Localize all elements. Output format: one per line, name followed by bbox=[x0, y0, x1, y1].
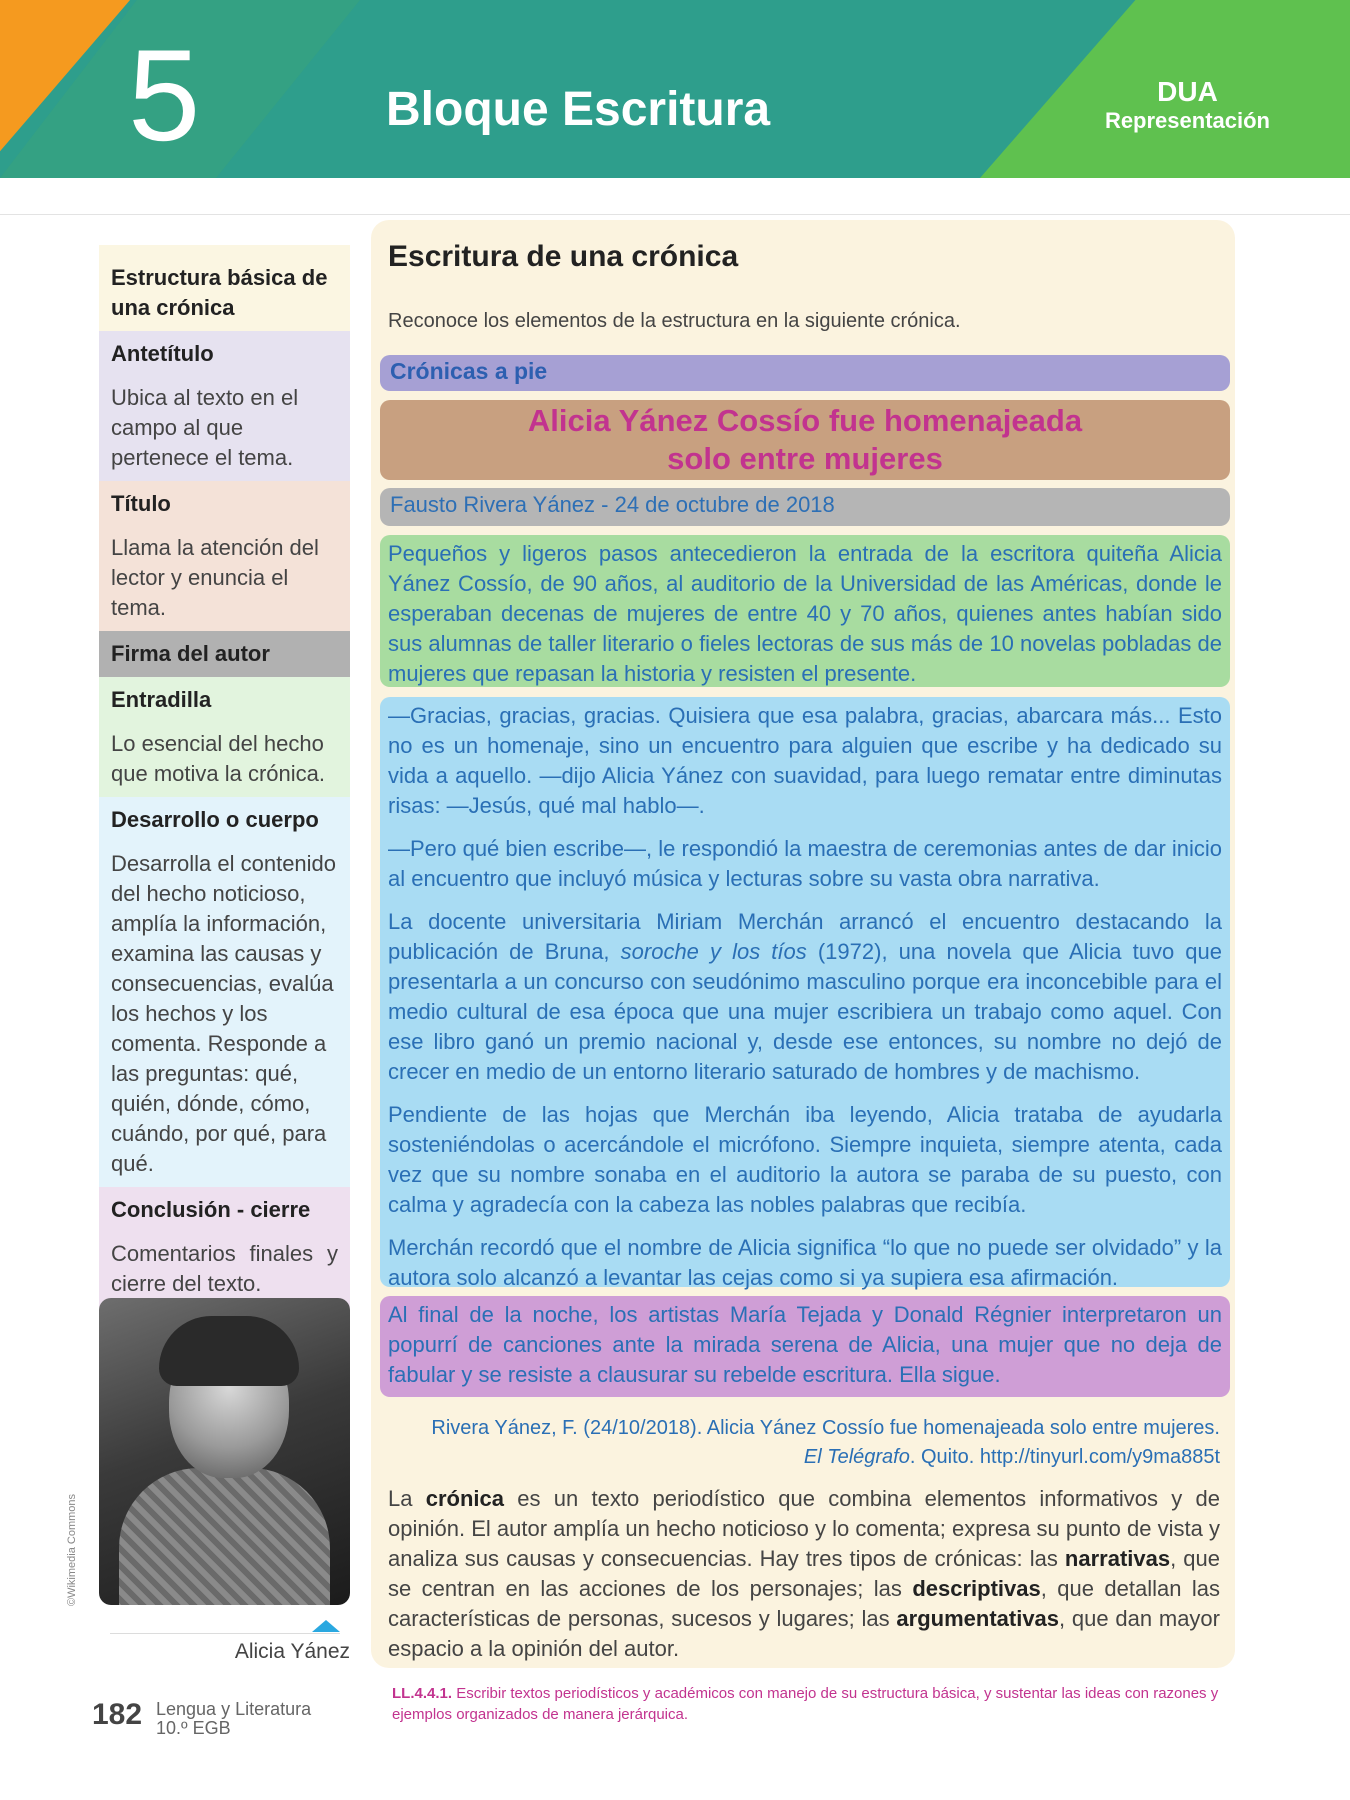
instruction-text: Reconoce los elementos de la estructura en la siguiente crónica. bbox=[388, 310, 961, 332]
byline-box: Fausto Rivera Yánez - 24 de octubre de 2018 bbox=[380, 488, 1230, 526]
sidebar-desc-desarrollo: Desarrolla el contenido del hecho noticioso, amplía la información, examina las causas y consecuencias, evalúa los hechos y los comenta. Responde a las preguntas: qué, quién, dónde, cómo, cuándo, por qué, para qué. bbox=[99, 843, 350, 1187]
def-term: argumentativas bbox=[896, 1606, 1060, 1631]
sidebar-item-firma: Firma del autor bbox=[99, 631, 350, 677]
sidebar-item-antetitulo: Antetítulo bbox=[99, 331, 350, 377]
section-title: Escritura de una crónica bbox=[388, 240, 739, 273]
body-text: La docente universitaria Miriam Merchán arrancó el encuentro destacando la publicación de Bruna, bbox=[388, 909, 1222, 964]
reference-source: El Telégrafo bbox=[803, 1446, 910, 1468]
def-text: , que detallan las características de personas, sucesos y lugares; las bbox=[388, 1576, 1220, 1631]
page-header bbox=[0, 0, 1350, 178]
dua-subtext: Representación bbox=[1104, 108, 1270, 133]
photo-credit: ©Wikimedia Commons bbox=[66, 1493, 78, 1606]
sidebar-desc-entradilla: Lo esencial del hecho que motiva la crónica. bbox=[99, 723, 350, 797]
curriculum-standard bbox=[392, 1683, 1222, 1725]
def-text: es un texto periodístico que combina elementos informativos y de opinión. El autor amplía un hecho noticioso y lo comenta; expresa su punto de vista y analiza sus causas y consecuencias. Hay tres tipos de crónicas: las bbox=[388, 1486, 1220, 1571]
page-number: 182 bbox=[92, 1698, 143, 1731]
photo-hair-shape bbox=[159, 1316, 299, 1386]
photo-coat-shape bbox=[119, 1468, 330, 1605]
dua-text: DUA bbox=[1157, 76, 1218, 107]
book-title: soroche y los tíos bbox=[620, 939, 807, 964]
body-paragraph: Pendiente de las hojas que Merchán iba leyendo, Alicia trataba de ayudarla sosteniéndolas o acercándole el micrófono. Siempre inquieta, siempre atenta, cada vez que su nombre sonaba en el auditorio la autora se paraba de su puesto, con calma y agradecía con la cabeza las nobles palabras que recibía. bbox=[388, 1102, 1222, 1217]
headline-box bbox=[380, 400, 1230, 480]
author-photo bbox=[99, 1298, 350, 1605]
caption-divider bbox=[110, 1633, 340, 1634]
def-text: , que se centran en las acciones de los personajes; las bbox=[388, 1546, 1220, 1601]
reference-line-2 bbox=[388, 1443, 1220, 1472]
body-paragraph: —Pero qué bien escribe—, le respondió la maestra de ceremonias antes de dar inicio al encuentro que incluyó música y lecturas sobre su vasta obra narrativa. bbox=[388, 836, 1223, 891]
sidebar-heading: Estructura básica de una crónica bbox=[99, 245, 350, 331]
lead-box: Pequeños y ligeros pasos antecedieron la entrada de la escritora quiteña Alicia Yánez Cossío, de 90 años, al auditorio de la Universidad de las Américas, donde le esperaban decenas de mujeres de entre 40 y 70 años, quienes antes habían sido sus alumnas de taller literario o fieles lectoras de sus más de 10 novelas pobladas de mujeres que repasan la historia y resisten el presente. bbox=[380, 535, 1230, 687]
headline-line-2: solo entre mujeres bbox=[667, 441, 943, 476]
sidebar-desc-conclusion: Comentarios finales y cierre del texto. bbox=[99, 1233, 350, 1307]
body-paragraph: —Gracias, gracias, gracias. Quisiera que esa palabra, gracias, abarcara más... Esto no es un homenaje, sino un encuentro para alguien que escribe y ha dedicado su vida a aquello. —dijo Alicia Yánez con suavidad, para luego rematar entre diminutas risas: —Jesús, qué mal hablo—. bbox=[388, 703, 1222, 818]
closing-box: Al final de la noche, los artistas María Tejada y Donald Régnier interpretaron un popurrí de canciones ante la mirada serena de Alicia, una mujer que no deja de fabular y se resiste a clausurar su rebelde escritura. Ella sigue. bbox=[380, 1296, 1230, 1397]
sidebar-desc-titulo: Llama la atención del lector y enuncia el tema. bbox=[99, 527, 350, 631]
definition-paragraph bbox=[388, 1484, 1220, 1664]
subject-name: Lengua y Literatura bbox=[156, 1699, 312, 1719]
def-term: crónica bbox=[425, 1486, 505, 1511]
structure-sidebar bbox=[99, 245, 350, 1307]
dua-label bbox=[1105, 76, 1270, 134]
def-text: , que dan mayor espacio a la opinión del autor. bbox=[388, 1606, 1220, 1661]
reference-rest: . Quito. http://tinyurl.com/y9ma885t bbox=[909, 1446, 1220, 1468]
headline-line-1: Alicia Yánez Cossío fue homenajeada bbox=[527, 403, 1083, 438]
sidebar-item-conclusion: Conclusión - cierre bbox=[99, 1187, 350, 1233]
body-text: (1972), una novela que Alicia tuvo que presentarla a un concurso con seudónimo masculino porque era inconcebible para el medio cultural de esa época que una mujer escribiera un trabajo como aquel. Con ese libro ganó un premio nacional y, desde ese entonces, su nombre no dejó de crecer en medio de un entorno literario saturado de hombres y de machismo. bbox=[388, 939, 1222, 1084]
standard-text: Escribir textos periodísticos y académicos con manejo de su estructura básica, y sustentar las ideas con razones y ejemplos organizados de manera jerárquica. bbox=[392, 1685, 1219, 1723]
body-box bbox=[380, 697, 1230, 1290]
def-term: descriptivas bbox=[912, 1576, 1041, 1601]
standard-code: LL.4.4.1. bbox=[392, 1685, 453, 1702]
subject-info bbox=[156, 1700, 311, 1738]
def-term: narrativas bbox=[1064, 1546, 1171, 1571]
reference-line-1: Rivera Yánez, F. (24/10/2018). Alicia Yánez Cossío fue homenajeada solo entre mujeres. bbox=[431, 1417, 1220, 1439]
block-number: 5 bbox=[128, 22, 201, 168]
block-title: Bloque Escritura bbox=[386, 83, 771, 136]
triangle-marker-icon bbox=[312, 1620, 340, 1632]
sidebar-item-entradilla: Entradilla bbox=[99, 677, 350, 723]
body-paragraph bbox=[388, 907, 1222, 1087]
sidebar-item-desarrollo: Desarrollo o cuerpo bbox=[99, 797, 350, 843]
def-text: La bbox=[388, 1486, 426, 1511]
grade-level: 10.º EGB bbox=[156, 1718, 231, 1738]
sidebar-desc-antetitulo: Ubica al texto en el campo al que pertenece el tema. bbox=[99, 377, 350, 481]
antetitulo-box: Crónicas a pie bbox=[380, 355, 1230, 391]
header-divider bbox=[0, 214, 1350, 215]
sidebar-item-titulo: Título bbox=[99, 481, 350, 527]
photo-caption: Alicia Yánez bbox=[234, 1640, 350, 1663]
reference-citation bbox=[388, 1414, 1220, 1472]
body-paragraph: Merchán recordó que el nombre de Alicia significa “lo que no puede ser olvidado” y la autora solo alcanzó a levantar las cejas como si ya supiera esa afirmación. bbox=[388, 1235, 1222, 1290]
